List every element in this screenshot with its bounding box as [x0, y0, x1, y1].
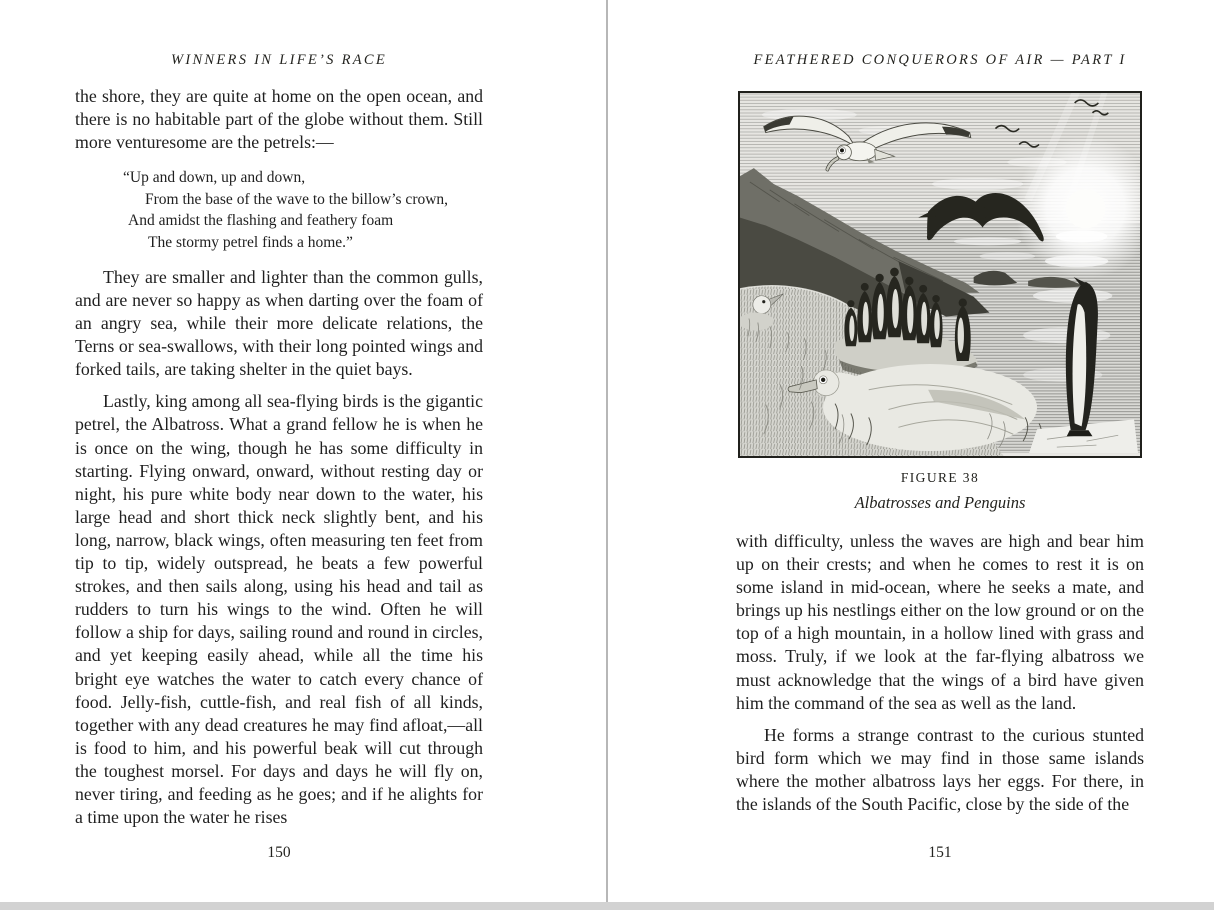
paragraph: Lastly, king among all sea-flying birds is the gigantic petrel, the Albatross. What a grand fellow he is when he is once on the wing, though he has some difficulty in starting. Flying onward, onward, without resting day or night, his pure white body near down to the water, his large head and short thick neck slightly bent, and his long, narrow, black wings, often measuring ten feet from tip to tip, widely outspread, he beats a few powerful strokes, and then sails along, using his head and tail as rudders to turn his wings to the wind. Often he will follow a ship for days, sailing round and round in circles, and yet keeping easily ahead, while all the time his bright eye watches the water to catch every chance of food. Jelly-fish, cuttle-fish, and real fish of all kinds, together with any dead creatures he may find afloat,—all is food to him, and his powerful beak will cut through the toughest morsel. For days and days he will fly on, never tiring, and feeding as he goes; and if he alights for a time upon the water he rises [75, 391, 483, 828]
paragraph: They are smaller and lighter than the common gulls, and are never so happy as when darting over the foam of an angry sea, while their more delicate relations, the Terns or sea-swallows, with their long pointed wings and forked tails, are taking shelter in the quiet bays. [75, 266, 483, 380]
poem-line: The stormy petrel finds a home.” [148, 233, 353, 251]
paragraph: He forms a strange contrast to the curious stunted bird form which we may find in those same islands where the mother albatross lays her eggs. For there, in the islands of the South Pacific, close by the side of the [736, 724, 1144, 815]
poem-line: And amidst the flashing and feathery foam [128, 212, 394, 230]
right-body-text [736, 530, 1144, 816]
figure-label: FIGURE 38 [900, 470, 980, 485]
paragraph: the shore, they are quite at home on the open ocean, and there is no habitable part of the globe without them. Still more venturesome are the petrels:— [75, 86, 483, 153]
right-page [608, 0, 1214, 910]
poem-line: From the base of the wave to the billow’s crown, [145, 190, 449, 208]
poem-block [75, 167, 483, 253]
bottom-edge-bar [0, 902, 1214, 910]
page-number-right: 151 [928, 844, 952, 861]
paragraph: with difficulty, unless the waves are high and bear him up on their crests; and when he comes to rest it is on some island in mid-ocean, where he seeks a mate, and brings up his nestlings either on the low ground or on the top of a high mountain, in a hollow lined with grass and moss. Truly, if we look at the far-flying albatross we must acknowledge that the wings of a bird have given him the command of the sea as well as the land. [736, 531, 1144, 713]
page-gutter-divider [606, 0, 608, 902]
figure-frame [738, 91, 1142, 458]
albatross-penguins-illustration [740, 93, 1140, 456]
running-header-left: WINNERS IN LIFE’S RACE [170, 52, 388, 68]
figure-caption: Albatrosses and Penguins [854, 493, 1026, 512]
page-number-left: 150 [267, 844, 291, 861]
left-page [0, 0, 606, 910]
running-header-right: FEATHERED CONQUERORS OF AIR — PART I [753, 52, 1127, 68]
left-body-text [75, 85, 483, 829]
poem-line: “Up and down, up and down, [123, 169, 306, 187]
